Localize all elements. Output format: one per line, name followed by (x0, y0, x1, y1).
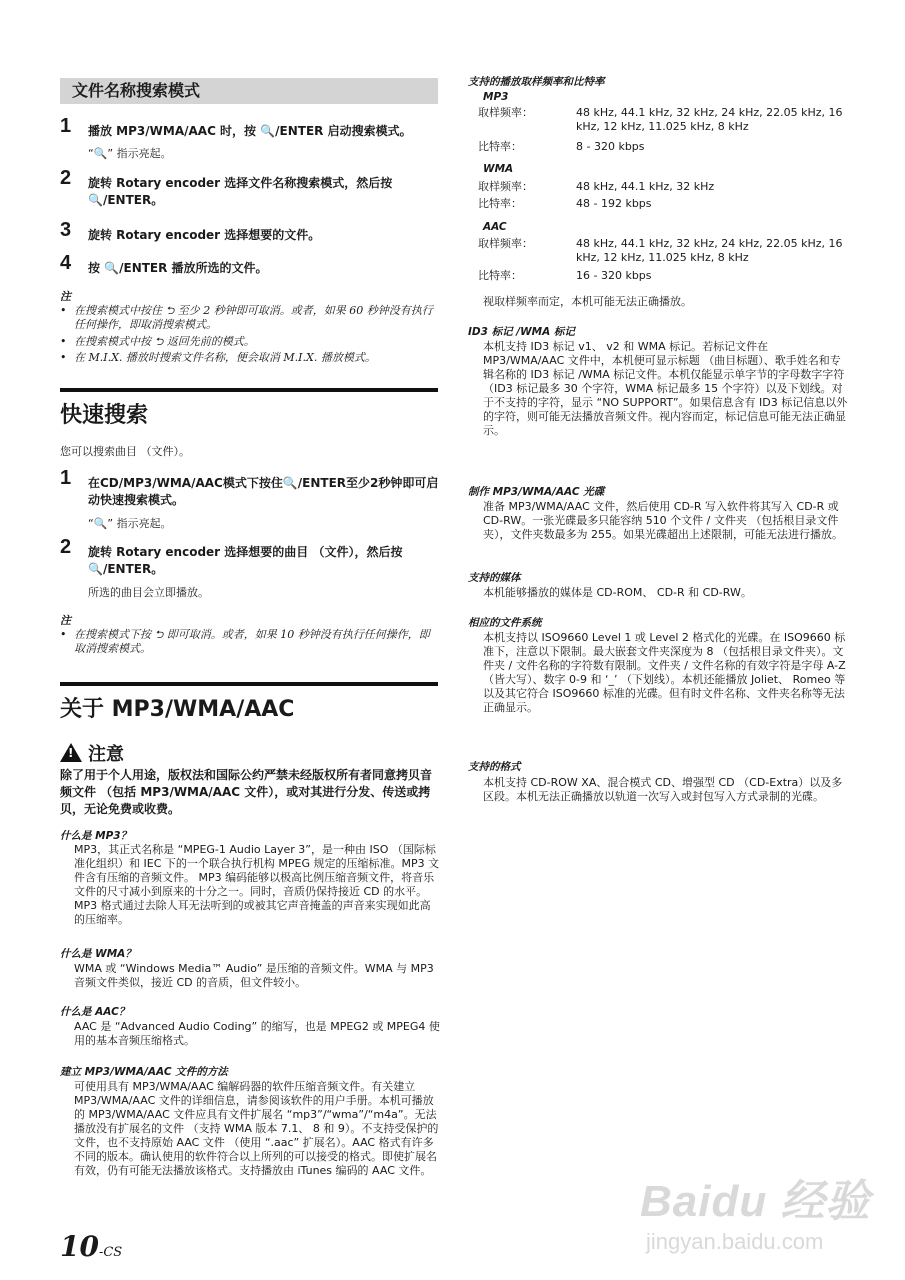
media-text: 本机能够播放的媒体是 CD-ROM、 CD-R 和 CD-RW。 (483, 586, 752, 599)
build-files-heading: 建立 MP3/WMA/AAC 文件的方法 (60, 1066, 228, 1078)
what-wma-text: WMA 或 “Windows Media™ Audio” 是压缩的音频文件。WMA 与 MP3 音频文件类似，接近 CD 的音质，但文件较小。 (74, 962, 434, 989)
warning-icon (60, 743, 82, 762)
watermark-logo: Baidu 经验 (640, 1177, 871, 1226)
note-label: 注 (60, 614, 71, 627)
section-title-about-mp3: 关于 MP3/WMA/AAC (60, 682, 438, 723)
caution-heading: !注意 (60, 740, 124, 766)
wma-label: WMA (483, 163, 514, 175)
id3-heading: ID3 标记 /WMA 标记 (468, 326, 575, 338)
aac-label: AAC (483, 221, 507, 233)
rates-note: 视取样频率而定，本机可能无法正确播放。 (483, 295, 692, 308)
id3-text: 本机支持 ID3 标记 v1、 v2 和 WMA 标记。若标记文件在 MP3/WMA/AAC 文件中，本机便可显示标题 （曲目标题）、歌手姓名和专辑名称的 ID3 标记 /WMA 标记文件。本机仅能显示单字节的字母数字字符 （ID3 标记最多 30 个字符，WMA 标记最多 15 个字符）以及下划线。对于不支持的字符，显示 “NO SUPPORT”。如果信息含有 ID3 标记信息以外的字符，则可能无法播放音频文件。视内容而定，标记信息可能无法正确显示。 (483, 340, 848, 437)
mp3-label: MP3 (483, 91, 509, 103)
what-mp3-text: MP3，其正式名称是 “MPEG-1 Audio Layer 3”，是一种由 ISO （国际标准化组织）和 IEC 下的一个联合执行机构 MPEG 规定的压缩标准。MP3 文件含有压缩的音频文件。 MP3 编码能够以极高比例压缩音频文件，将音乐文件的尺寸减小到原来的十分之一。同时，音质仍保持接近 CD 的水平。 MP3 格式通过去除人耳无法听到的或被其它声音掩盖的声音来实现如此高的压缩率。 (74, 843, 440, 926)
filesystem-text: 本机支持以 ISO9660 Level 1 或 Level 2 格式化的光碟。在 ISO9660 标准下，注意以下限制。最大嵌套文件夹深度为 8 （包括根目录文件夹）。文件夹 / 文件名称的字符数有限制。文件夹 / 文件名称的有效字符是字母 A-Z （皆大写）、数字 0-9 和 ‘_’ （下划线）。本机还能播放 Joliet、 Romeo 等以及其它符合 ISO9660 标准的光碟。但有时文件名称、文件夹名称等无法正确显示。 (483, 631, 846, 714)
what-aac-text: AAC 是 “Advanced Audio Coding” 的缩写，也是 MPEG2 或 MPEG4 使用的基本音频压缩格式。 (74, 1020, 440, 1047)
note-label: 注 (60, 290, 71, 303)
filesystem-heading: 相应的文件系统 (468, 617, 542, 629)
what-mp3-heading: 什么是 MP3？ (60, 830, 132, 842)
disc-heading: 制作 MP3/WMA/AAC 光碟 (468, 486, 605, 498)
build-files-text: 可使用具有 MP3/WMA/AAC 编解码器的软件压缩音频文件。有关建立 MP3/WMA/AAC 文件的详细信息，请参阅该软件的用户手册。本机可播放的 MP3/WMA/AAC 文件应具有文件扩展名 “mp3”/“wma”/“m4a”。无法播放没有扩展名的文件 （支持 WMA 版本 7.1、 8 和 9）。不支持受保护的文件，也不支持原始 AAC 文件 （使用 “.aac” 扩展名）。AAC 格式有许多不同的版本。确认使用的软件符合以上所列的可以接受的格式。即使扩展名有效，仍有可能无法播放该格式。支持播放由 iTunes 编码的 AAC 文件。 (74, 1080, 439, 1177)
disc-text: 准备 MP3/WMA/AAC 文件，然后使用 CD-R 写入软件将其写入 CD-R 或 CD-RW。一张光碟最多只能容纳 510 个文件 / 文件夹 （包括根目录文件夹），文件夹数最多为 255。如果光碟超出上述限制，可能无法进行播放。 (483, 500, 843, 541)
what-aac-heading: 什么是 AAC？ (60, 1006, 130, 1018)
caution-text: 除了用于个人用途，版权法和国际公约严禁未经版权所有者同意拷贝音频文件 （包括 MP3/WMA/AAC 文件），或对其进行分发、传送或拷贝，无论免费或收费。 (60, 768, 433, 816)
quick-search-intro: 您可以搜索曲目 （文件）。 (60, 445, 190, 458)
media-heading: 支持的媒体 (468, 572, 521, 584)
rates-heading: 支持的播放取样频率和比特率 (468, 76, 605, 88)
page-number: 10-CS (60, 1230, 123, 1263)
section-title-quick-search: 快速搜索 (60, 388, 438, 429)
format-heading: 支持的格式 (468, 761, 521, 773)
watermark (640, 1165, 870, 1255)
section-title-filename-search: 文件名称搜索模式 (60, 78, 438, 104)
what-wma-heading: 什么是 WMA？ (60, 948, 136, 960)
format-text: 本机支持 CD-ROW XA、混合模式 CD、增强型 CD （CD-Extra）以及多区段。本机无法正确播放以轨道一次写入或封包写入方式录制的光碟。 (483, 776, 843, 803)
watermark-url: jingyan.baidu.com (646, 1229, 824, 1254)
